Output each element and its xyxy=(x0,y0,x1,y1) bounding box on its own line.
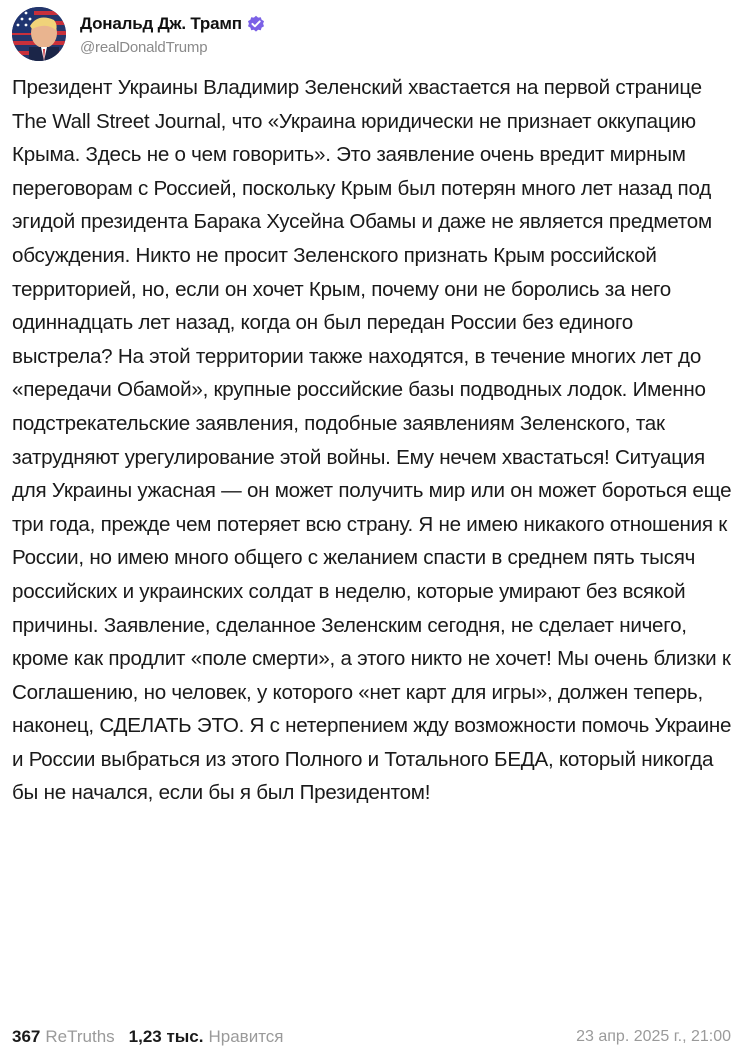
handle[interactable]: @realDonaldTrump xyxy=(80,39,208,56)
post-footer xyxy=(12,1024,731,1050)
author-info xyxy=(80,12,265,56)
retruths-label[interactable]: ReTruths xyxy=(45,1027,115,1046)
display-name[interactable]: Дональд Дж. Трамп xyxy=(80,14,242,33)
post-header xyxy=(12,6,265,62)
likes-count[interactable]: 1,23 тыс. xyxy=(128,1027,204,1046)
display-name-row xyxy=(80,12,265,36)
likes-label[interactable]: Нравится xyxy=(208,1027,284,1046)
verified-badge-icon xyxy=(247,15,265,33)
post-body: Президент Украины Владимир Зеленский хвастается на первой странице The Wall Street Journal, что «Украина юридически не признает оккупацию Крыма. Здесь не о чем говорить». Это заявление очень вредит мирным переговорам с Россией, поскольку Крым был потерян много лет назад под эгидой президента Барака Хусейна Обамы и даже не является предметом обсуждения. Никто не просит Зеленского признать Крым российской территорией, но, если он хочет Крым, почему они не боролись за него одиннадцать лет назад, когда он был передан России без единого выстрела? На этой территории также находятся, в течение многих лет до «передачи Обамой», крупные российские базы подводных лодок. Именно подстрекательские заявления, подобные заявлениям Зеленского, так затрудняют урегулирование этой войны. Ему нечем хвастаться! Ситуация для Украины ужасная — он может получить мир или он может бороться еще три года, прежде чем потеряет всю страну. Я не имею никакого отношения к России, но имею много общего с желанием спасти в среднем пять тысяч российских и украинских солдат в неделю, которые умирают без всякой причины. Заявление, сделанное Зеленским сегодня, не сделает ничего, кроме как продлит «поле смерти», а этого никто не хочет! Мы очень близки к Соглашению, но человек, у которого «нет карт для игры», должен теперь, наконец, СДЕЛАТЬ ЭТО. Я с нетерпением жду возможности помочь Украине и России выбраться из этого Полного и Тотального БЕДА, который никогда бы не начался, если бы я был Президентом! xyxy=(12,76,732,805)
avatar-image xyxy=(12,7,66,61)
timestamp[interactable]: 23 апр. 2025 г., 21:00 xyxy=(576,1028,731,1045)
avatar[interactable] xyxy=(12,7,66,61)
retruths-count[interactable]: 367 xyxy=(12,1027,41,1046)
